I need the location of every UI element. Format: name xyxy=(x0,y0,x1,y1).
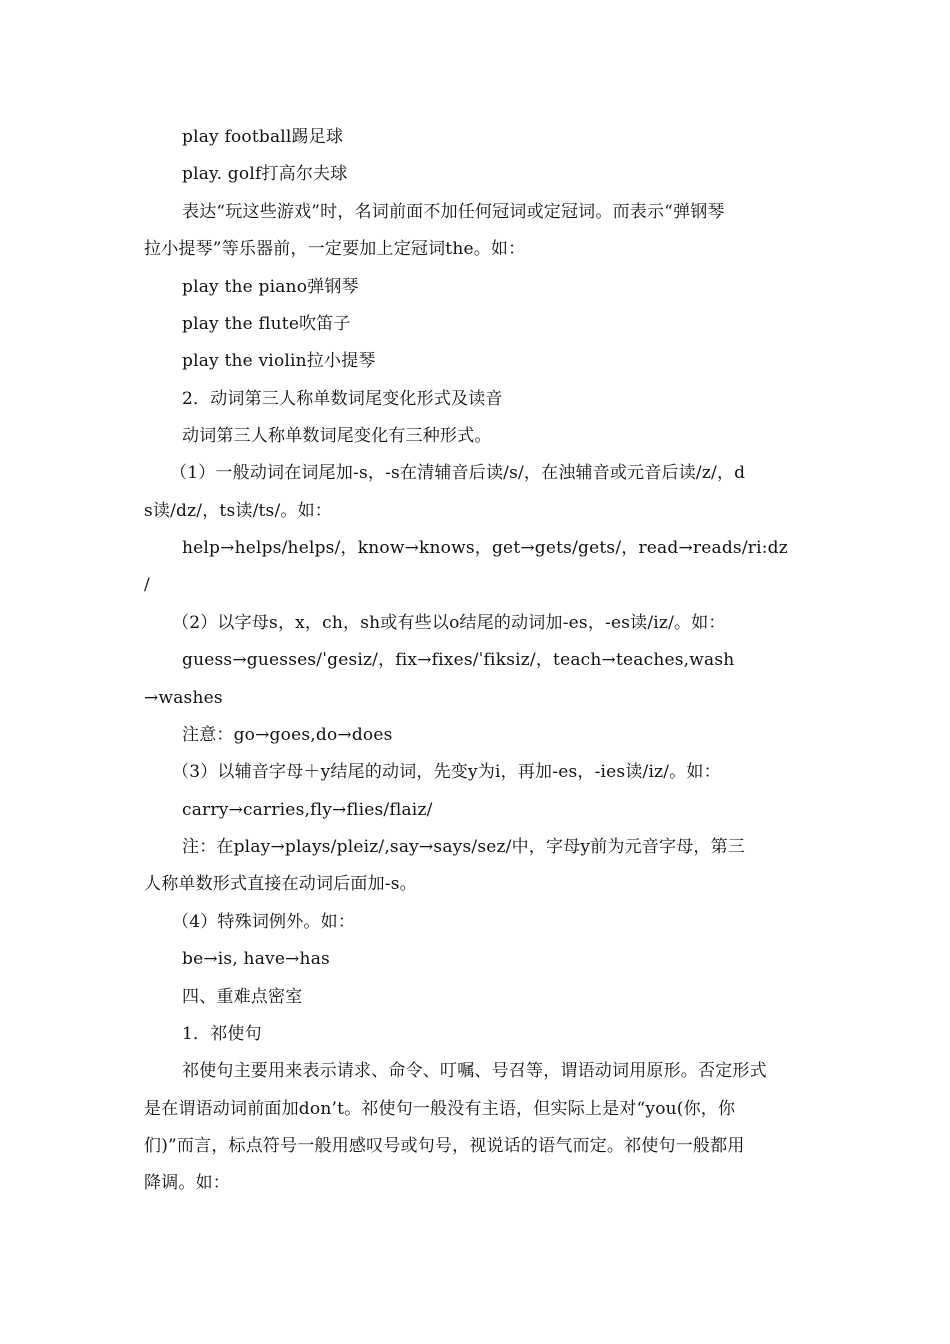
text-line: play the flute吹笛子 xyxy=(182,314,351,334)
text-line: 表达“玩这些游戏”时，名词前面不加任何冠词或定冠词。而表示“弹钢琴 xyxy=(182,202,725,222)
section-heading: 四、重难点密室 xyxy=(182,987,303,1007)
text-line: s读/dz/，ts读/ts/。如： xyxy=(144,501,332,521)
text-line: guess→guesses/ˈgesiz/，fix→fixes/ˈfiksiz/，teach→teaches,wash xyxy=(182,650,735,670)
text-line: （3）以辅音字母＋y结尾的动词，先变y为i，再加-es，-ies读/iz/。如： xyxy=(172,762,721,782)
text-line: （1）一般动词在词尾加-s，-s在清辅音后读/s/，在浊辅音或元音后读/z/，d xyxy=(170,463,746,483)
text-line: be→is, have→has xyxy=(182,949,330,969)
text-line: 人称单数形式直接在动词后面加-s。 xyxy=(144,874,417,894)
text-line: （4）特殊词例外。如： xyxy=(172,912,356,932)
text-line: / xyxy=(144,575,150,595)
text-line: play football踢足球 xyxy=(182,127,344,147)
section-heading: 1．祁使句 xyxy=(182,1024,262,1044)
text-line: 降调。如： xyxy=(144,1173,230,1193)
text-line: （2）以字母s，x，ch，sh或有些以o结尾的动词加-es，-es读/iz/。如： xyxy=(172,613,726,633)
section-heading: 2．动词第三人称单数词尾变化形式及读音 xyxy=(182,389,503,409)
text-line: play the piano弹钢琴 xyxy=(182,277,359,297)
text-line: 拉小提琴”等乐器前，一定要加上定冠词the。如： xyxy=(144,239,526,259)
text-line: 注：在play→plays/pleiz/,say→says/sez/中，字母y前为元音字母，第三 xyxy=(182,837,746,857)
text-line: 们)”而言，标点符号一般用感叹号或句号，视说话的语气而定。祁使句一般都用 xyxy=(144,1136,745,1156)
text-line: 祁使句主要用来表示请求、命令、叮嘱、号召等，谓语动词用原形。否定形式 xyxy=(182,1061,767,1081)
text-line: help→helps/helps/，know→knows，get→gets/gets/，read→reads/ri:dz xyxy=(182,538,788,558)
text-line: play the violin拉小提琴 xyxy=(182,351,376,371)
text-line: play. golf打高尔夫球 xyxy=(182,164,348,184)
text-line: 注意：go→goes,do→does xyxy=(182,725,393,745)
text-line: →washes xyxy=(144,688,223,708)
text-line: 是在谓语动词前面加don’t。祁使句一般没有主语，但实际上是对“you(你，你 xyxy=(144,1099,736,1119)
text-line: 动词第三人称单数词尾变化有三种形式。 xyxy=(182,426,492,446)
text-line: carry→carries,fly→flies/flaiz/ xyxy=(182,800,433,820)
